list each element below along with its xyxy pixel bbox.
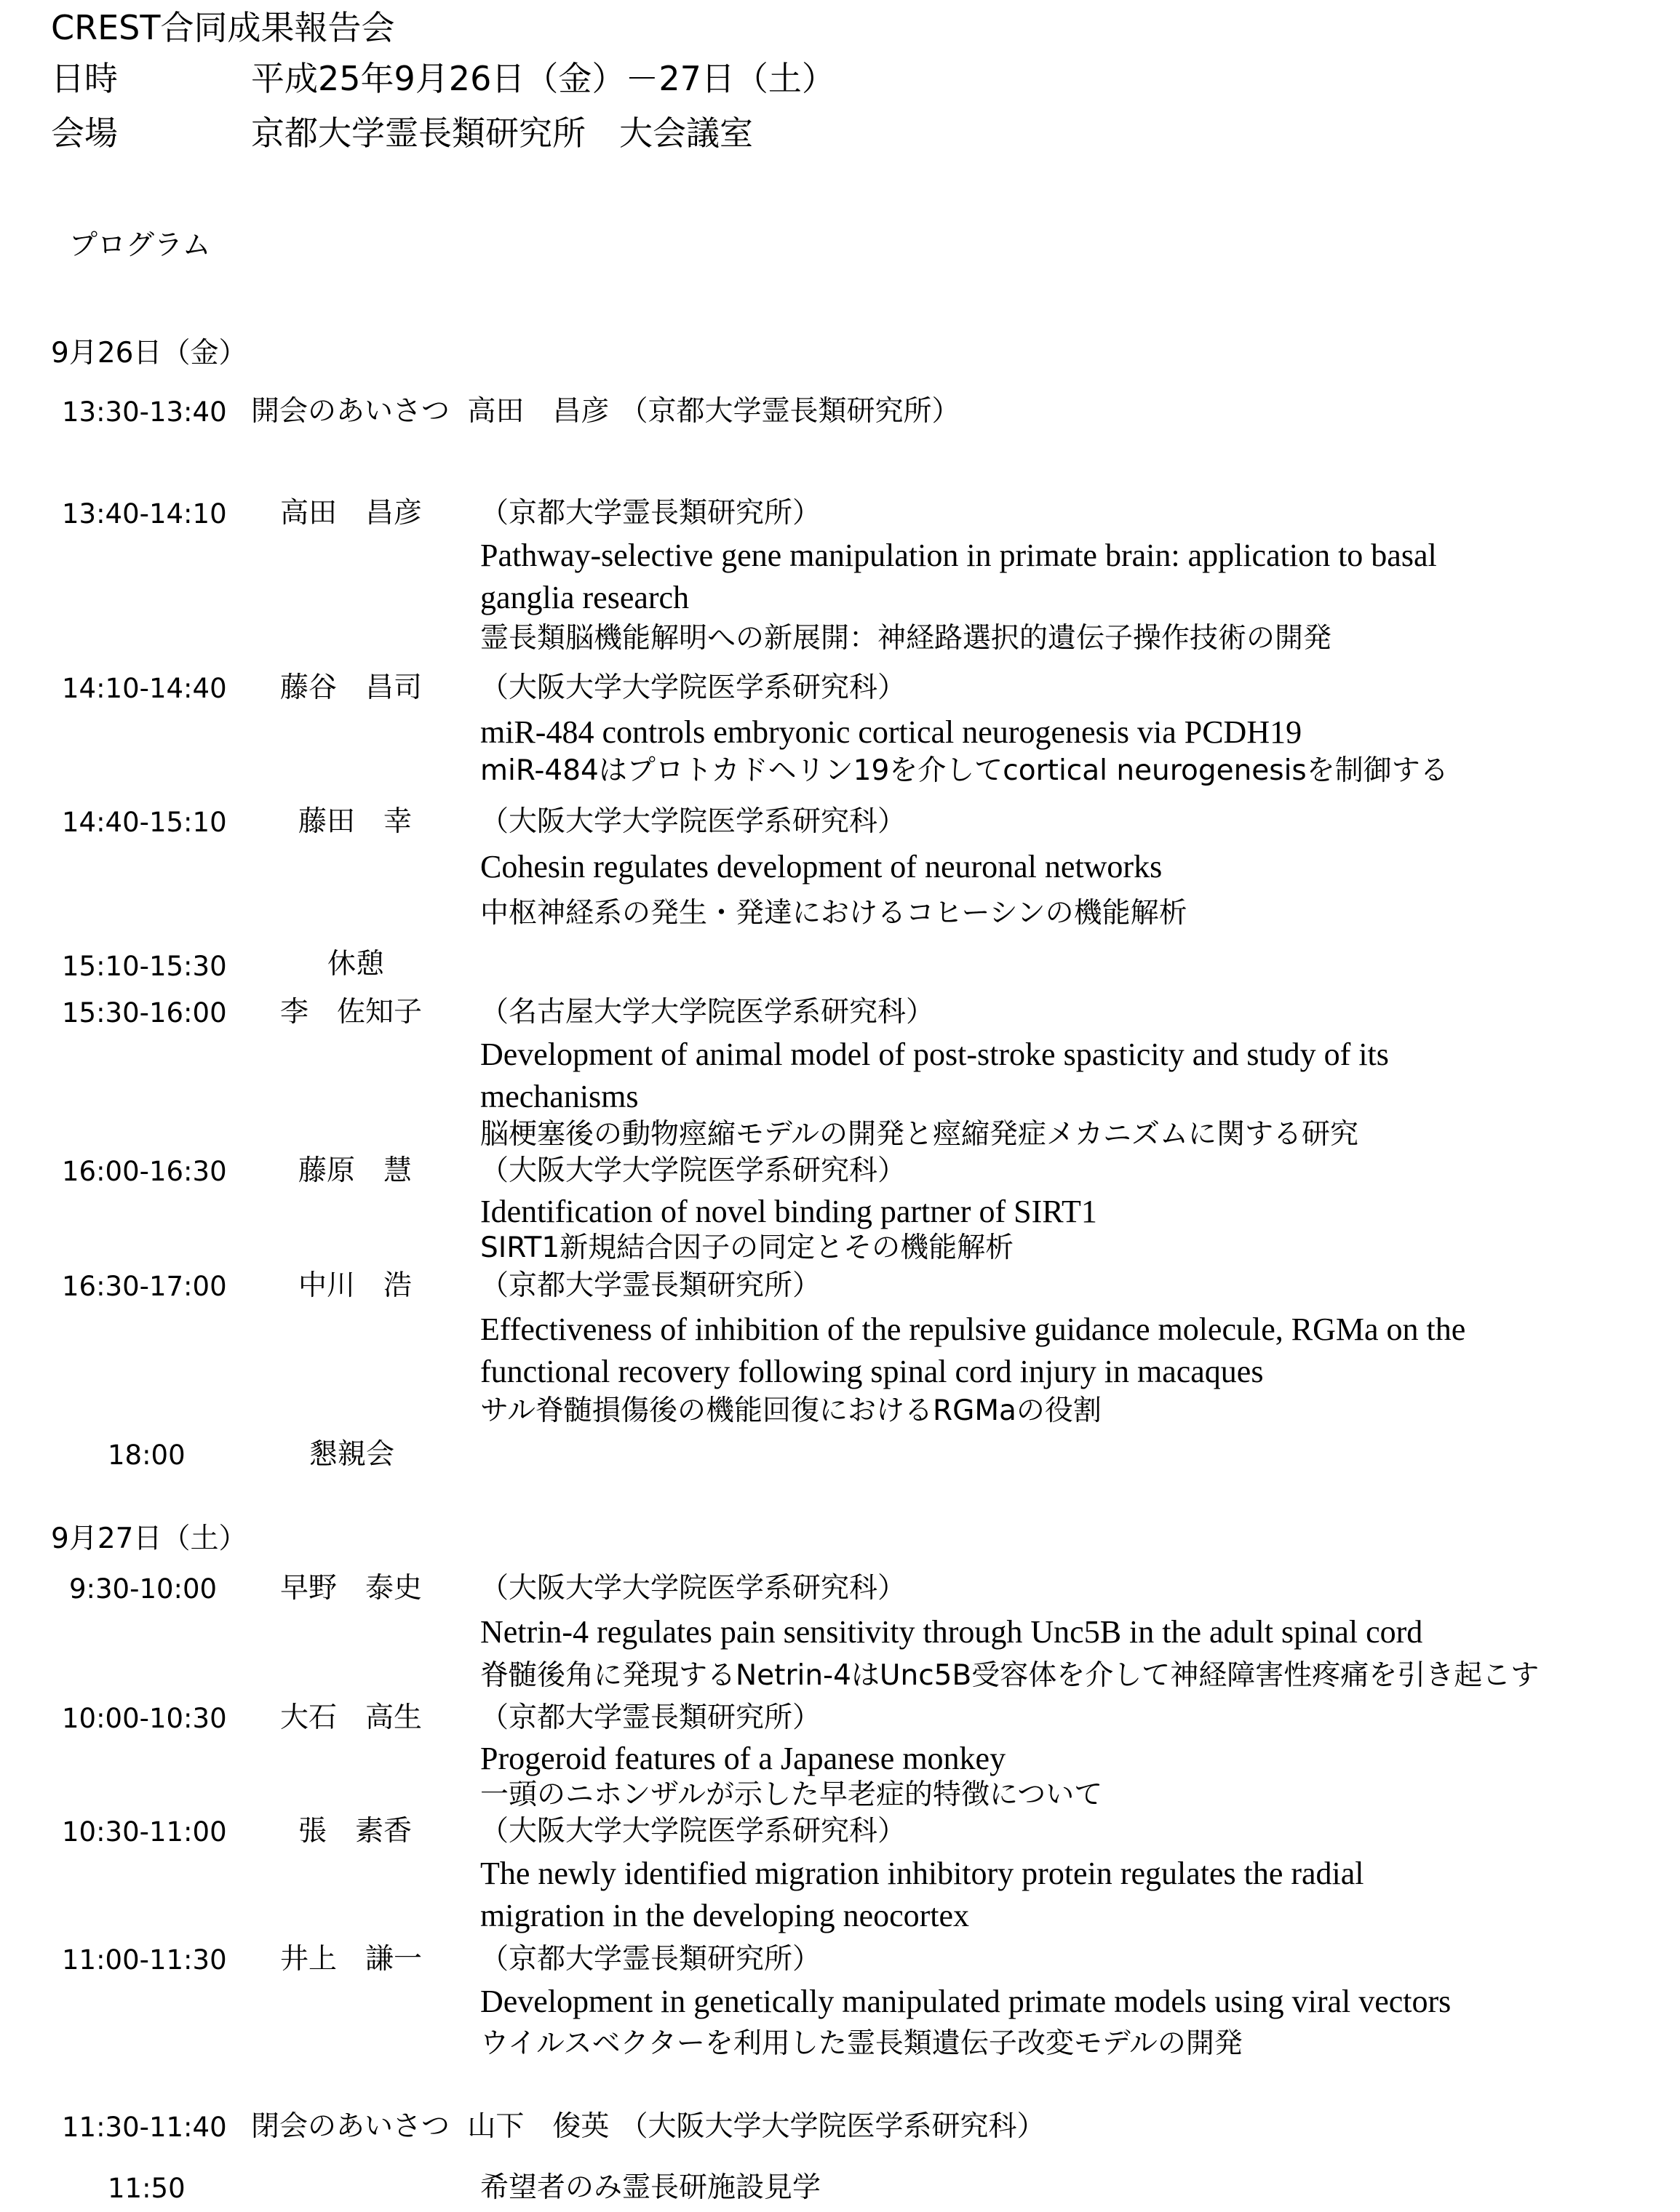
social-label: 懇親会 — [309, 1438, 395, 1471]
talk-title-ja: 霊長類脳機能解明への新展開：神経路選択的遺伝子操作技術の開発 — [480, 622, 1332, 655]
opening-speaker: 高田 昌彦 — [467, 395, 610, 428]
talk-title-en: Netrin-4 regulates pain sensitivity through Unc5B in the adult spinal cord — [480, 1614, 1423, 1650]
talk-title-en: miR-484 controls embryonic cortical neurogenesis via PCDH19 — [480, 714, 1302, 750]
venue-label: 会場 — [51, 113, 118, 153]
day2-label: 9月27日（土） — [51, 1522, 247, 1555]
talk-title-en: Effectiveness of inhibition of the repulsive guidance molecule, RGMa on the — [480, 1311, 1466, 1347]
talk-title-en: Development in genetically manipulated primate models using viral vectors — [480, 1984, 1452, 2019]
talk-affiliation: （京都大学霊長類研究所） — [480, 497, 821, 530]
break-time: 15:10-15:30 — [62, 951, 227, 982]
talk-time: 14:10-14:40 — [62, 673, 227, 704]
closing-affiliation: （大阪大学大学院医学系研究科） — [619, 2110, 1046, 2143]
talk-title-en: Identification of novel binding partner of SIRT1 — [480, 1194, 1097, 1229]
opening-line — [251, 397, 960, 426]
day1-label: 9月26日（金） — [51, 337, 247, 370]
talk-affiliation: （京都大学霊長類研究所） — [480, 1701, 821, 1734]
talk-affiliation: （大阪大学大学院医学系研究科） — [480, 1154, 907, 1187]
closing-time: 11:30-11:40 — [62, 2112, 227, 2143]
opening-title: 開会のあいさつ — [251, 395, 450, 428]
talk-affiliation: （大阪大学大学院医学系研究科） — [480, 1815, 907, 1848]
talk-time: 11:00-11:30 — [62, 1944, 227, 1976]
talk-speaker: 李 佐知子 — [280, 996, 423, 1029]
talk-speaker: 中川 浩 — [298, 1269, 413, 1302]
talk-title-ja: 一頭のニホンザルが示した早老症的特徴について — [480, 1778, 1103, 1811]
closing-line — [251, 2112, 1045, 2141]
talk-speaker: 井上 謙一 — [280, 1943, 423, 1976]
talk-affiliation: （大阪大学大学院医学系研究科） — [480, 1572, 907, 1605]
break-label: 休憩 — [327, 948, 385, 981]
talk-affiliation: （大阪大学大学院医学系研究科） — [480, 671, 907, 704]
closing-speaker: 山下 俊英 — [467, 2110, 610, 2143]
talk-speaker: 藤原 慧 — [298, 1154, 413, 1187]
talk-title-en-cont: migration in the developing neocortex — [480, 1898, 970, 1933]
venue-value: 京都大学霊長類研究所 大会議室 — [251, 113, 753, 153]
talk-title-ja: SIRT1新規結合因子の同定とその機能解析 — [480, 1231, 1014, 1264]
talk-speaker: 大石 高生 — [280, 1701, 423, 1734]
tour-time: 11:50 — [108, 2173, 186, 2204]
talk-title-en-cont: mechanisms — [480, 1079, 639, 1114]
talk-affiliation: （京都大学霊長類研究所） — [480, 1943, 821, 1976]
talk-time: 10:30-11:00 — [62, 1816, 227, 1848]
talk-title-ja: 中枢神経系の発生・発達におけるコヒーシンの機能解析 — [480, 897, 1187, 930]
tour-label: 希望者のみ霊長研施設見学 — [480, 2171, 821, 2204]
talk-affiliation: （京都大学霊長類研究所） — [480, 1269, 821, 1302]
talk-title-en: Pathway-selective gene manipulation in primate brain: application to basal — [480, 538, 1437, 573]
talk-title-ja: miR-484はプロトカドヘリン19を介してcortical neurogenesisを制御する — [480, 754, 1449, 787]
talk-title-en: Cohesin regulates development of neuronal networks — [480, 849, 1163, 885]
talk-speaker: 藤田 幸 — [298, 805, 413, 838]
talk-title-ja: ウイルスベクターを利用した霊長類遺伝子改変モデルの開発 — [480, 2027, 1243, 2060]
date-label: 日時 — [51, 59, 118, 98]
talk-time: 9:30-10:00 — [69, 1573, 218, 1605]
program-label: プログラム — [69, 229, 211, 262]
talk-title-en-cont: functional recovery following spinal cord injury in macaques — [480, 1354, 1264, 1389]
talk-speaker: 高田 昌彦 — [280, 497, 423, 530]
talk-title-en: Progeroid features of a Japanese monkey — [480, 1741, 1006, 1776]
talk-title-ja: 脊髄後角に発現するNetrin-4はUnc5B受容体を介して神経障害性疼痛を引き起こす — [480, 1659, 1540, 1692]
talk-time: 16:30-17:00 — [62, 1271, 227, 1302]
talk-title-en-cont: ganglia research — [480, 580, 690, 615]
talk-title-en: Development of animal model of post-stroke spasticity and study of its — [480, 1037, 1389, 1072]
talk-affiliation: （大阪大学大学院医学系研究科） — [480, 805, 907, 838]
talk-time: 15:30-16:00 — [62, 997, 227, 1029]
closing-title: 閉会のあいさつ — [251, 2110, 450, 2143]
talk-time: 10:00-10:30 — [62, 1703, 227, 1734]
talk-time: 16:00-16:30 — [62, 1156, 227, 1187]
talk-title-ja: 脳梗塞後の動物痙縮モデルの開発と痙縮発症メカニズムに関する研究 — [480, 1118, 1359, 1151]
opening-time: 13:30-13:40 — [62, 396, 227, 428]
date-value: 平成25年9月26日（金）－27日（土） — [251, 59, 835, 98]
talk-title-ja: サル脊髄損傷後の機能回復におけるRGMaの役割 — [480, 1394, 1102, 1427]
talk-affiliation: （名古屋大学大学院医学系研究科） — [480, 996, 935, 1029]
talk-speaker: 張 素香 — [298, 1815, 413, 1848]
document-title: CREST合同成果報告会 — [51, 8, 395, 47]
talk-speaker: 藤谷 昌司 — [280, 671, 423, 704]
social-time: 18:00 — [108, 1440, 186, 1471]
opening-affiliation: （京都大学霊長類研究所） — [619, 395, 960, 428]
talk-time: 13:40-14:10 — [62, 498, 227, 530]
talk-time: 14:40-15:10 — [62, 807, 227, 838]
talk-title-en: The newly identified migration inhibitory protein regulates the radial — [480, 1856, 1364, 1891]
talk-speaker: 早野 泰史 — [280, 1572, 423, 1605]
